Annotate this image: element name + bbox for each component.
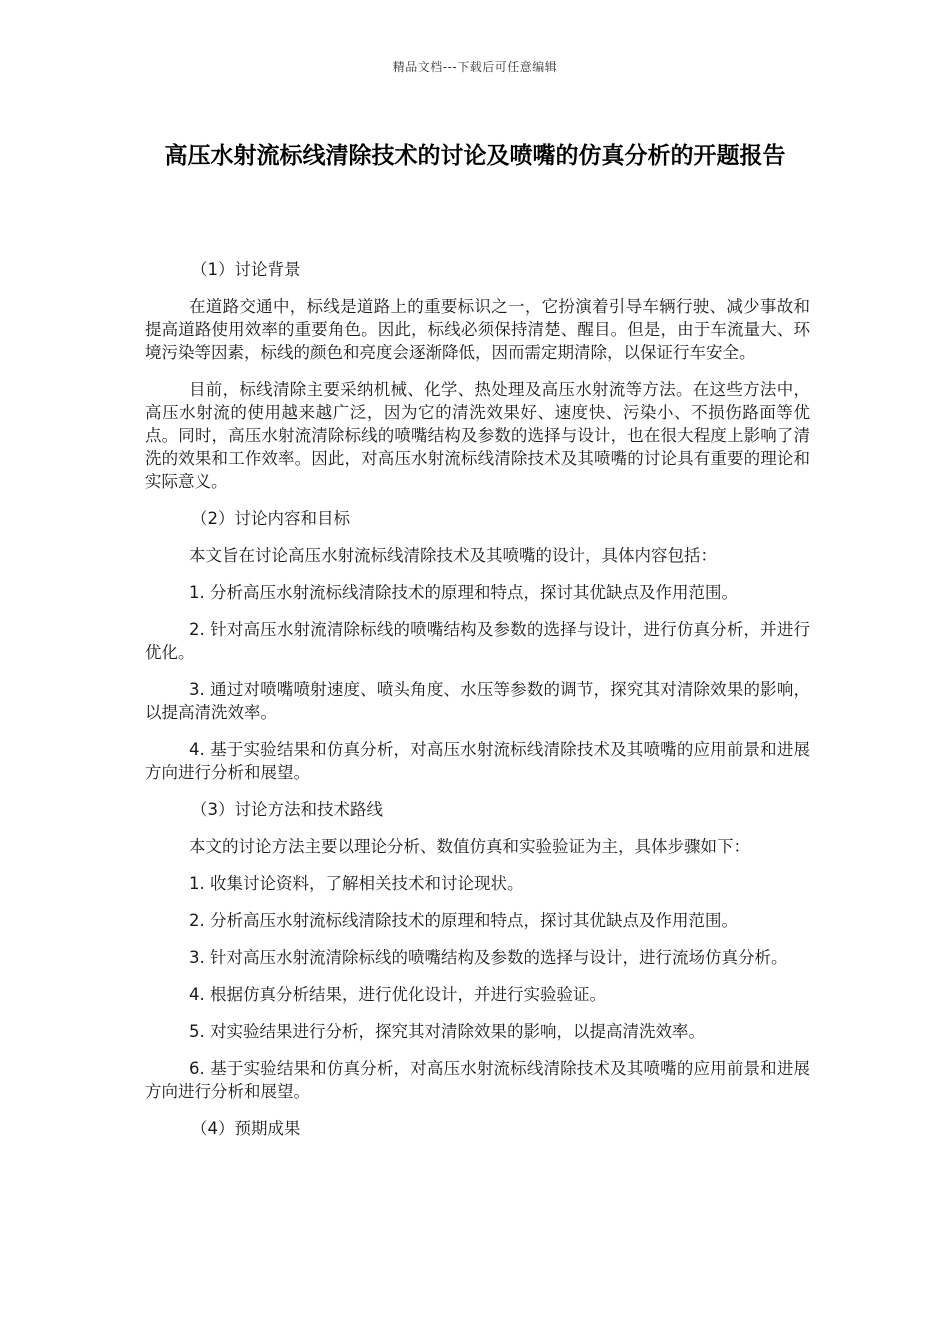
section-heading: （2）讨论内容和目标	[191, 509, 350, 528]
section-heading: （4）预期成果	[191, 1119, 301, 1138]
list-item: 2. 分析高压水射流标线清除技术的原理和特点，探讨其优缺点及作用范围。	[189, 911, 738, 930]
body-paragraph: 目前，标线清除主要采纳机械、化学、热处理及高压水射流等方法。在这些方法中，高压水射流的使用越来越广泛，因为它的清洗效果好、速度快、污染小、不损伤路面等优点。同时，高压水射流清除标线的喷嘴结构及参数的选择与设计，也在很大程度上影响了清洗的效果和工作效率。因此，对高压水射流标线清除技术及其喷嘴的讨论具有重要的理论和实际意义。	[145, 380, 810, 491]
list-item: 1. 分析高压水射流标线清除技术的原理和特点，探讨其优缺点及作用范围。	[189, 583, 738, 602]
list-item: 3. 针对高压水射流清除标线的喷嘴结构及参数的选择与设计，进行流场仿真分析。	[189, 948, 788, 967]
list-item: 4. 根据仿真分析结果，进行优化设计，并进行实验验证。	[189, 985, 606, 1004]
body-paragraph: 本文旨在讨论高压水射流标线清除技术及其喷嘴的设计，具体内容包括：	[189, 546, 717, 565]
document-body	[145, 258, 810, 1154]
list-item: 3. 通过对喷嘴喷射速度、喷头角度、水压等参数的调节，探究其对清除效果的影响，以提高清洗效率。	[145, 680, 810, 722]
list-item: 4. 基于实验结果和仿真分析，对高压水射流标线清除技术及其喷嘴的应用前景和进展方向进行分析和展望。	[145, 740, 810, 782]
list-item: 1. 收集讨论资料，了解相关技术和讨论现状。	[189, 874, 524, 893]
body-paragraph: 在道路交通中，标线是道路上的重要标识之一，它扮演着引导车辆行驶、减少事故和提高道路使用效率的重要角色。因此，标线必须保持清楚、醒目。但是，由于车流量大、环境污染等因素，标线的颜色和亮度会逐渐降低，因而需定期清除，以保证行车安全。	[145, 297, 810, 362]
list-item: 6. 基于实验结果和仿真分析，对高压水射流标线清除技术及其喷嘴的应用前景和进展方向进行分析和展望。	[145, 1059, 810, 1101]
section-heading: （3）讨论方法和技术路线	[191, 800, 383, 819]
list-item: 5. 对实验结果进行分析，探究其对清除效果的影响，以提高清洗效率。	[189, 1022, 705, 1041]
page-header: 精品文档---下载后可任意编辑	[392, 60, 558, 74]
document-title: 高压水射流标线清除技术的讨论及喷嘴的仿真分析的开题报告	[164, 143, 786, 169]
list-item: 2. 针对高压水射流清除标线的喷嘴结构及参数的选择与设计，进行仿真分析，并进行优化。	[145, 620, 810, 662]
section-heading: （1）讨论背景	[191, 260, 301, 279]
body-paragraph: 本文的讨论方法主要以理论分析、数值仿真和实验验证为主，具体步骤如下：	[189, 837, 750, 856]
